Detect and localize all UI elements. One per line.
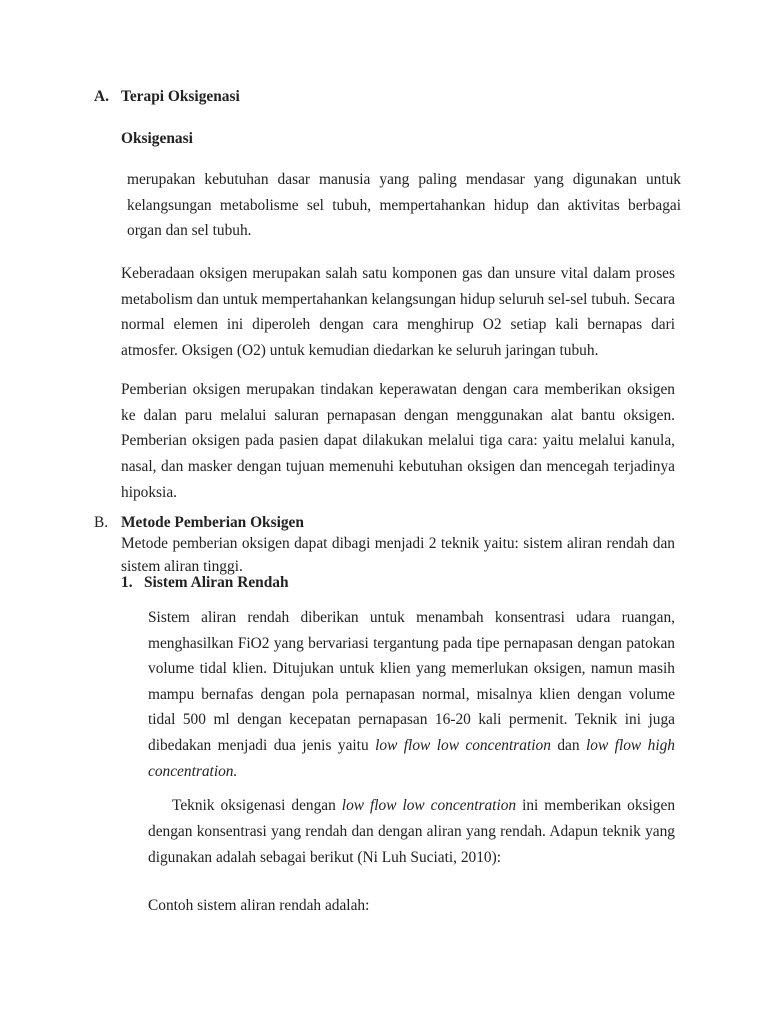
term-low-flow-low-concentration: low flow low concentration bbox=[375, 736, 551, 754]
paragraph-keberadaan-oksigen: Keberadaan oksigen merupakan salah satu komponen gas dan unsure vital dalam proses metabolism dan untuk mempertahankan kelangsungan hidup seluruh sel-sel tubuh. Secara normal elemen ini diperoleh dengan cara menghirup O2 setiap kali bernapas dari atmosfer. Oksigen (O2) untuk kemudian diedarkan ke seluruh jaringan tubuh. bbox=[121, 265, 675, 359]
paragraph-metode-intro: Metode pemberian oksigen dapat dibagi menjadi 2 teknik yaitu: sistem aliran rendah dan sistem aliran tinggi. bbox=[121, 535, 675, 575]
subsection-1-title: Sistem Aliran Rendah bbox=[144, 574, 289, 591]
subsection-1-marker: 1. bbox=[121, 574, 133, 591]
paragraph-sistem-aliran-rendah bbox=[148, 605, 675, 784]
section-a-heading bbox=[94, 88, 240, 106]
paragraph-teknik-oksigenasi bbox=[148, 793, 675, 870]
term-low-flow-low-concentration: low flow low concentration bbox=[341, 797, 517, 814]
paragraph-oksigenasi-definition: merupakan kebutuhan dasar manusia yang paling mendasar yang digunakan untuk kelangsungan metabolisme sel tubuh, mempertahankan hidup dan aktivitas berbagai organ dan sel tubuh. bbox=[127, 171, 681, 240]
section-b-marker: B. bbox=[94, 514, 109, 531]
subsection-1-heading bbox=[121, 574, 289, 592]
subheading-oksigenasi: Oksigenasi bbox=[121, 130, 193, 147]
text-run: Teknik oksigenasi dengan bbox=[172, 797, 342, 814]
section-a-title: Terapi Oksigenasi bbox=[121, 88, 240, 105]
section-b-heading bbox=[94, 514, 304, 532]
text-run: dan bbox=[550, 736, 586, 754]
section-b-title: Metode Pemberian Oksigen bbox=[121, 514, 304, 531]
text-run: Sistem aliran rendah diberikan untuk menambah konsentrasi udara ruangan, menghasilkan FiO2 yang bervariasi tergantung pada tipe pernapasan dengan patokan volume tidal klien. Ditujukan untuk klien yang memerlukan oksigen, namun masih mampu bernafas dengan pola pernapasan normal, misalnya klien dengan volume tidal 500 ml dengan kecepatan pernapasan 16-20 kali permenit. Teknik ini juga dibedakan menjadi dua jenis yaitu bbox=[148, 609, 675, 754]
paragraph-pemberian-oksigen: Pemberian oksigen merupakan tindakan keperawatan dengan cara memberikan oksigen ke dalan paru melalui saluran pernapasan dengan menggunakan alat bantu oksigen. Pemberian oksigen pada pasien dapat dilakukan melalui tiga cara: yaitu melalui kanula, nasal, dan masker dengan tujuan memenuhi kebutuhan oksigen dan mencegah terjadinya hipoksia. bbox=[121, 381, 675, 501]
text-run: ini memberikan oksigen dengan konsentrasi yang rendah dan dengan aliran yang rendah. Adapun teknik yang digunakan adalah sebagai berikut (Ni Luh Suciati, 2010): bbox=[148, 797, 676, 866]
paragraph-contoh-sistem: Contoh sistem aliran rendah adalah: bbox=[148, 897, 370, 914]
term-low-flow-high-concentration: low flow high concentration. bbox=[148, 736, 675, 780]
section-a-marker: A. bbox=[94, 88, 109, 105]
